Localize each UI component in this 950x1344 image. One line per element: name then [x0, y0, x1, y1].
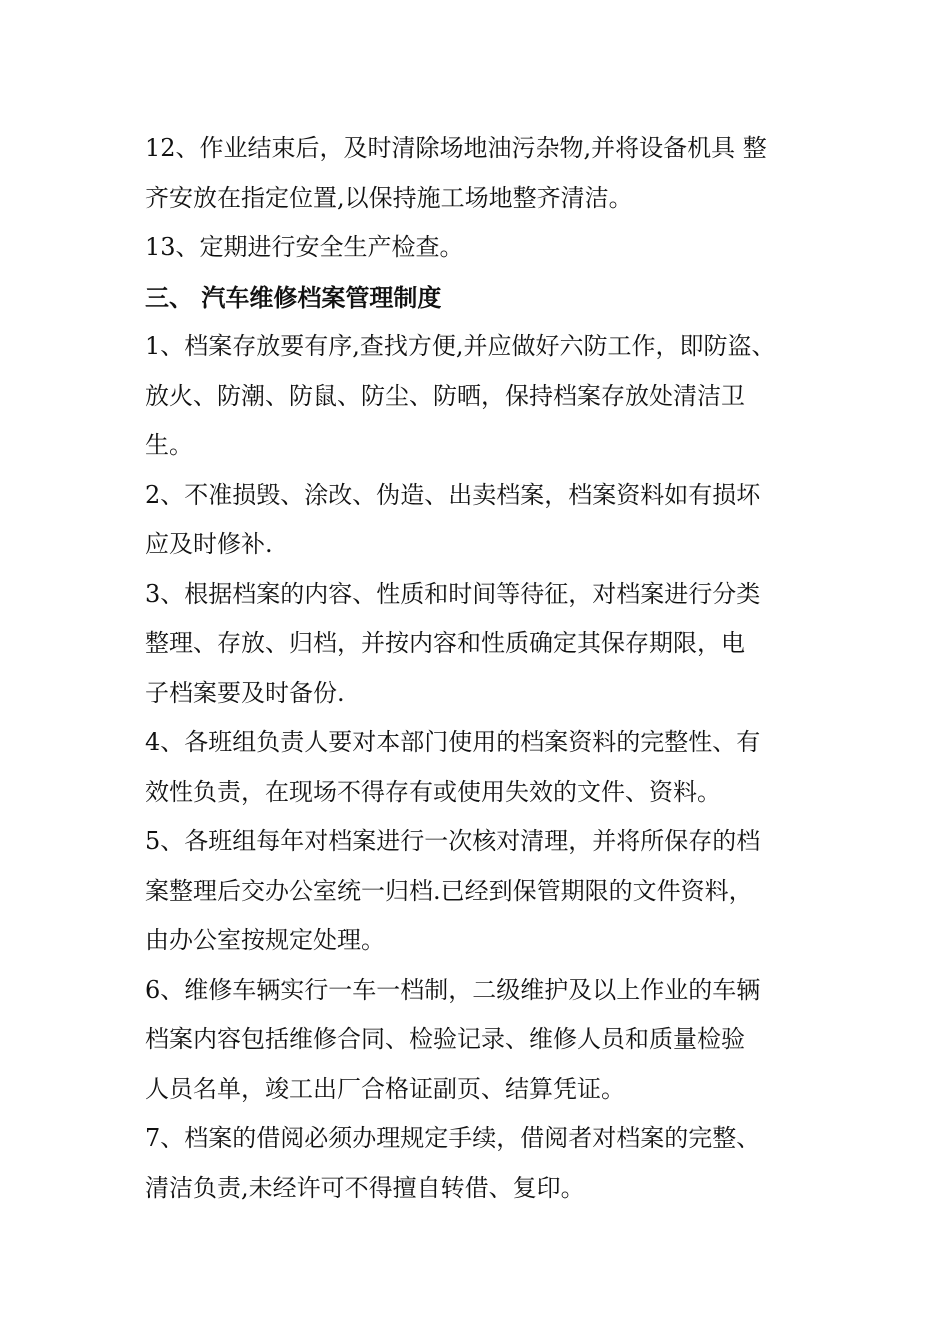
paragraph-item-5 [145, 817, 825, 966]
text-line: 整理、存放、归档，并按内容和性质确定其保存期限，电 [145, 629, 745, 657]
text-line: 5、各班组每年对档案进行一次核对清理，并将所保存的档 [145, 827, 761, 855]
text-line: 清洁负责,未经许可不得擅自转借、复印。 [145, 1173, 585, 1202]
text-line: 13、定期进行安全生产检查。 [145, 233, 464, 261]
text-line: 7、档案的借阅必须办理规定手续，借阅者对档案的完整、 [145, 1124, 761, 1152]
paragraph-item-12 [145, 124, 825, 223]
section-heading [145, 273, 825, 323]
text-line: 子档案要及时备份. [145, 678, 345, 707]
text-line: 3、根据档案的内容、性质和时间等待征，对档案进行分类 [145, 579, 761, 608]
paragraph-item-2 [145, 471, 825, 570]
text-line: 2、不准损毁、涂改、伪造、出卖档案，档案资料如有损坏 [145, 480, 761, 509]
paragraph-item-13 [145, 223, 825, 273]
text-line: 放火、防潮、防鼠、防尘、防晒，保持档案存放处清洁卫 [145, 381, 745, 410]
text-line: 案整理后交办公室统一归档.已经到保管期限的文件资料， [145, 876, 753, 905]
section-heading-text: 三、 汽车维修档案管理制度 [145, 282, 442, 312]
text-line: 6、维修车辆实行一车一档制，二级维护及以上作业的车辆 [145, 975, 761, 1004]
text-line: 齐安放在指定位置,以保持施工场地整齐清洁。 [145, 183, 633, 212]
paragraph-item-1 [145, 322, 825, 471]
document-body [145, 124, 825, 1213]
text-line: 人员名单，竣工出厂合格证副页、结算凭证。 [145, 1074, 625, 1103]
paragraph-item-7 [145, 1114, 825, 1213]
text-line: 效性负责，在现场不得存有或使用失效的文件、资料。 [145, 777, 721, 806]
text-line: 档案内容包括维修合同、检验记录、维修人员和质量检验 [145, 1025, 745, 1053]
text-line: 应及时修补. [145, 530, 273, 558]
text-line: 4、各班组负责人要对本部门使用的档案资料的完整性、有 [145, 728, 761, 756]
text-line: 12、作业结束后，及时清除场地油污杂物,并将设备机具 整 [145, 134, 767, 162]
text-line: 由办公室按规定处理。 [145, 926, 385, 954]
text-line: 生。 [145, 431, 193, 459]
paragraph-item-4 [145, 718, 825, 817]
text-line: 1、档案存放要有序,查找方便,并应做好六防工作，即防盗、 [145, 332, 776, 360]
paragraph-item-6 [145, 966, 825, 1115]
paragraph-item-3 [145, 570, 825, 719]
